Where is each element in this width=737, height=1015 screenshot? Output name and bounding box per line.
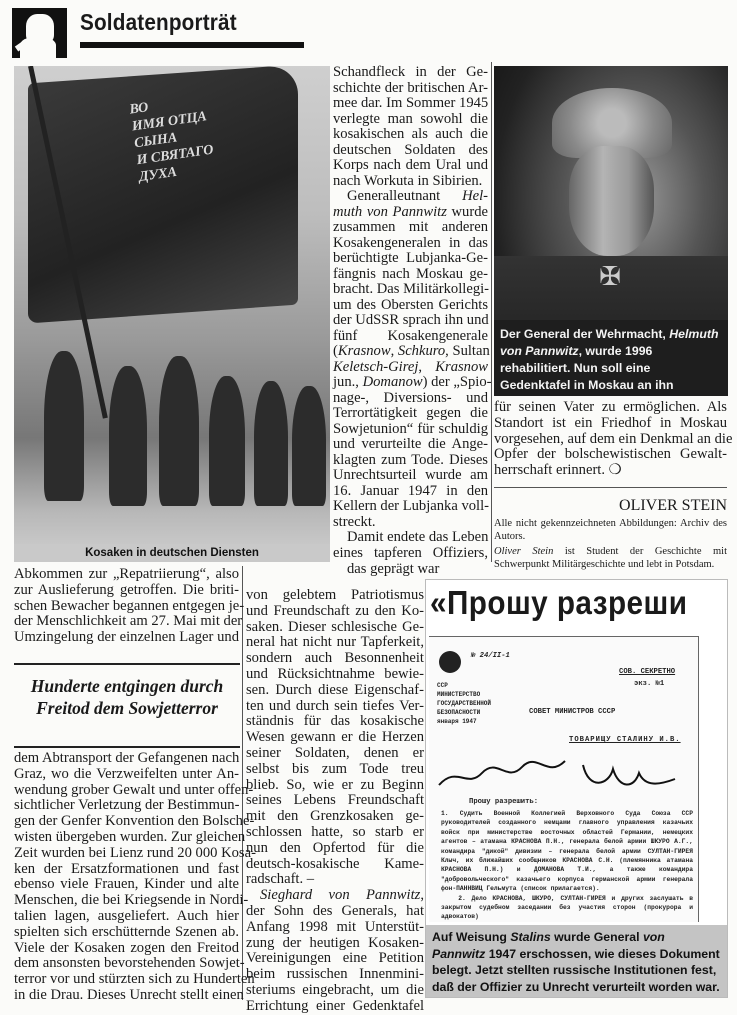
- note: [494, 518, 727, 543]
- text-line: [246, 699, 424, 715]
- text: fängnis nach Moskau ge-: [333, 265, 488, 282]
- text: eines tapferen Offiziers,: [333, 544, 488, 561]
- text-line: [333, 391, 488, 407]
- document-headline: «Прошу разреши: [430, 584, 688, 621]
- text-line: [246, 809, 424, 825]
- text: schichte der britischen Ar-: [333, 79, 488, 96]
- text: und Freundschaft zu den Ko-: [246, 602, 424, 619]
- text-line: [333, 468, 488, 484]
- italic-text: Domanow: [362, 374, 423, 390]
- photo-caption: [494, 320, 728, 396]
- photo-caption: Kosaken in deutschen Diensten: [14, 544, 330, 562]
- text: mit den Grenzkosaken ge-: [246, 808, 424, 825]
- text: ) der „Spio-: [422, 374, 492, 390]
- stamp-number: № 24/II-1: [471, 652, 510, 660]
- text: herrschaft erinnert. ❍: [494, 462, 622, 479]
- text: klagten zum Tode. Dieses: [333, 451, 488, 468]
- text: Zeit wurden bei Lienz rund 20 000 Kosa-: [14, 844, 256, 861]
- text: jun.,: [333, 374, 363, 390]
- text-line: [246, 920, 424, 936]
- text: ständnis für das kosakische: [246, 713, 424, 730]
- text-line: [494, 416, 727, 432]
- text: fünf Kosakengenerale: [333, 327, 488, 344]
- text-line: [333, 65, 488, 81]
- text-line: [246, 588, 424, 604]
- text-line: [246, 857, 424, 873]
- title-underline: [80, 42, 304, 48]
- text-line: [14, 798, 239, 814]
- text: Standort ist ein Friedhof in Moskau: [494, 414, 727, 431]
- text-line: [333, 422, 488, 438]
- text-line: [333, 406, 488, 422]
- text: Terrortätigkeit gegen die: [333, 405, 488, 421]
- text-line: [14, 862, 239, 878]
- text-line: [246, 635, 424, 651]
- italic-text: Schkuro: [397, 343, 446, 359]
- text-line: [246, 778, 424, 794]
- text-line: [333, 251, 488, 267]
- note: [494, 546, 727, 571]
- text-line: [494, 447, 727, 463]
- column-divider: [491, 62, 492, 562]
- text-line: [333, 546, 488, 562]
- text-line: [494, 463, 727, 479]
- text-line: [14, 813, 255, 830]
- text: Errichtung einer Gedenktafel: [246, 997, 424, 1014]
- divider: [14, 663, 240, 665]
- text-line: [333, 205, 488, 221]
- document-body: 1. Судить Военной Коллегией Верховного Суда Союза ССР руководителей созданного немцами главного управления казачьих войск при министерстве восточных областей Германии, немецких агентов – атамана КРАСНОВА П.Н., генерала белой армии ШКУРО А.Г., командира "дикой" дивизии – генерала белой армии СУЛТАН-ГИРЕЯ Клыч, их ближайших сообщников КРАСНОВА С.Н. (племянника атамана КРАСНОВА П.Н.) и ДОМАНОВА Т.И., а также командира "добровольческого" казачьего корпуса германской армии генерала фон-ПАННВИЦ Гельмута (список прилагается). 2. Дело КРАСНОВА, ШКУРО, СУЛТАН-ГИРЕЯ и других заслушать в закрытом судебном заседании без участия сторон (прокурора и адвокатов): [441, 810, 693, 921]
- text: und Rücksichtnahme bewie-: [246, 665, 424, 682]
- text: zung der heutigen Kosaken-: [246, 934, 424, 951]
- article-column-left-lower: [14, 750, 256, 1004]
- text-line: [333, 81, 488, 97]
- text: nage-, Diversions- und: [333, 389, 488, 406]
- text: 1947 erschossen, wie dieses Dokument belegt. Jetzt stellten russische Institutionen fest, daß der Offizier zu Unrecht verurteilt worden war.: [432, 946, 720, 994]
- text-line: [246, 825, 424, 841]
- text-line: [333, 360, 488, 376]
- subheading: Hunderte entgingen durch Freitod dem Sowjetterror: [30, 676, 224, 718]
- text-line: [246, 730, 424, 746]
- text: schlossen hatte, so starb er: [246, 823, 424, 840]
- text: beim russischen Innenmini-: [246, 966, 424, 983]
- author-byline: OLIVER STEIN: [619, 497, 727, 514]
- text-line: [333, 515, 488, 531]
- article-column-middle-lower: [246, 588, 424, 1015]
- text: für seinen Vater zu ermöglichen. Als: [494, 399, 727, 415]
- text: Schandfleck in der Ge-: [333, 64, 488, 80]
- text: ist Student der Geschichte mit Schwerpunkt Militärgeschichte und lebt in Potsdam.: [494, 546, 727, 570]
- article-text-bridge: das geprägt war: [347, 561, 440, 577]
- text-line: [14, 767, 239, 783]
- text: (: [333, 343, 338, 359]
- text-line: [246, 604, 424, 620]
- text-line: [14, 751, 239, 767]
- text: seiner Soldaten, denen er: [246, 744, 424, 761]
- text-line: [333, 530, 488, 546]
- text-line: [246, 651, 424, 667]
- addressee-line: ТОВАРИЩУ СТАЛИНУ И.В.: [569, 736, 681, 744]
- article-column-left-upper: [14, 566, 245, 646]
- text-line: [333, 267, 488, 283]
- text: ,: [420, 887, 424, 904]
- text: blieb. So, wie er zu Beginn: [246, 776, 424, 793]
- text-line: [246, 762, 424, 778]
- text: Sowjetunion“ für schuldig: [333, 420, 488, 437]
- text: Der General der Wehrmacht,: [500, 327, 670, 341]
- text-line: [14, 844, 256, 862]
- text: talien lagen, ausgeliefert. Auch hier: [14, 907, 239, 924]
- text: , wurde 1996 rehabilitiert. Nun soll eine Gedenktafel in Moskau an ihn: [500, 344, 674, 392]
- text: um des Obersten Gerichts: [333, 296, 488, 313]
- text: terror vor und stürzten sich zu Hunderten: [14, 971, 255, 988]
- italic-text: Krasnow: [337, 343, 391, 359]
- italic-text: Stalins: [510, 930, 551, 944]
- text-line: [333, 313, 488, 329]
- text: wurde General: [550, 930, 643, 944]
- author-notes: [494, 518, 727, 571]
- typed-document: [429, 636, 699, 922]
- italic-text: Oliver Stein: [494, 546, 554, 557]
- text-line: [14, 941, 239, 957]
- text: Viele der Kosaken zogen den Freitod: [14, 939, 239, 956]
- text: Kellern der Lubjanka voll-: [333, 498, 490, 514]
- text: deutschen Soldaten des: [333, 141, 488, 158]
- text: wurde: [446, 203, 488, 220]
- text-line: [246, 888, 424, 904]
- text-line: [246, 967, 424, 983]
- text: Alle nicht gekennzeichneten Abbildungen: Archiv des Autors.: [494, 518, 727, 542]
- knights-cross-icon: ✠: [599, 262, 621, 292]
- text: von gelebtem Patriotismus: [246, 587, 424, 603]
- text: nach Workuta in Sibirien.: [333, 172, 483, 189]
- text: berüchtigte Lubjanka-Ge-: [333, 250, 488, 266]
- text-line: [14, 781, 254, 799]
- text-line: [246, 620, 424, 636]
- text: dem ansonsten bevorstehenden Sowjet-: [14, 955, 245, 972]
- text-line: [333, 499, 488, 515]
- text-line: [14, 955, 245, 972]
- italic-text: Keletsch-Girej: [333, 358, 419, 375]
- text: Korps nach dem Ural und: [333, 157, 488, 173]
- text-line: [246, 936, 424, 952]
- text: Generalleutnant: [347, 188, 463, 204]
- text-line: [14, 909, 239, 925]
- text: Opfer der bolschewistischen Gewalt-: [494, 446, 727, 463]
- text-line: [494, 400, 727, 416]
- text: ,: [418, 358, 436, 375]
- text: nun den Opfertod für die: [246, 839, 424, 856]
- text-line: [333, 374, 492, 391]
- text: der UdSSR sprach ihn und: [333, 312, 489, 328]
- text-line: [246, 904, 424, 920]
- text-line: [14, 583, 239, 599]
- request-line: Прошу разрешить:: [469, 798, 539, 806]
- text: ebenso viele Frauen, Kinder und alte: [14, 876, 239, 893]
- text: kosakischen als auch die: [333, 126, 488, 142]
- text-line: [246, 714, 424, 730]
- text: Unrechtsurteil wurde am: [333, 467, 488, 483]
- text: in die Drau. Dieses Unrecht stellt einen: [14, 986, 244, 1003]
- text: schen Bewacher begannen entgegen je-: [14, 597, 245, 614]
- photo-cossacks-flag: [14, 66, 330, 562]
- text: Abkommen zur „Repatriierung“, also: [14, 566, 239, 582]
- text-line: [14, 828, 246, 846]
- text: , Sultan: [445, 343, 490, 359]
- text-line: [246, 983, 424, 999]
- italic-text: muth von Pannwitz: [333, 203, 447, 220]
- text-line: [333, 96, 488, 112]
- text: ,: [390, 343, 398, 359]
- text-line: [333, 112, 488, 128]
- text: steriums eingebracht, um die: [246, 981, 424, 998]
- text: zur Auslieferung getroffen. Die briti-: [14, 581, 239, 598]
- text: vorgesehen, auf dem ein Denkmal an die: [494, 430, 733, 447]
- text: sondern auch Besonnenheit: [246, 650, 424, 667]
- text-line: [246, 951, 424, 967]
- text: neral hat nicht nur Tapferkeit,: [246, 634, 424, 651]
- text: Graz, wo die Verzweifelten unter An-: [14, 765, 239, 782]
- text-line: [246, 746, 424, 762]
- text-line: [246, 872, 424, 888]
- text: saken. Dieser schlesische Ge-: [246, 618, 424, 635]
- text-line: [494, 430, 733, 448]
- text: verlegte man sowohl die: [333, 110, 488, 127]
- text-line: [333, 127, 488, 143]
- text: bracht. Das Militärkollegi-: [333, 281, 490, 297]
- text-line: [246, 999, 424, 1015]
- photo-general-portrait: [494, 66, 728, 396]
- text: mee dar. Im Sommer 1945: [333, 95, 489, 111]
- text: und verurteilte die Ange-: [333, 436, 488, 452]
- text: zusammen mit anderen: [333, 219, 488, 235]
- text: wisten übergeben wurden. Zur gleichen: [14, 828, 246, 845]
- text: der Menschlichkeit am 27. Mai mit der: [14, 613, 243, 630]
- text: seines Lebens Freundschaft: [246, 792, 424, 809]
- text-line: [14, 877, 239, 893]
- signature-icon: [579, 755, 679, 793]
- text-line: [333, 174, 488, 190]
- text: Vereinigungen eine Petition: [246, 950, 424, 967]
- document-caption: [426, 925, 727, 997]
- text-line: [333, 344, 488, 360]
- text-line: [14, 613, 243, 630]
- text: deutsch-kosakische Kame-: [246, 855, 424, 872]
- text: Umzingelung der einzelnen Lager und: [14, 629, 239, 646]
- text: Anfang 1998 mit Unterstüt-: [246, 918, 424, 935]
- article-column-right: [494, 399, 733, 479]
- italic-text: Sieghard von Pannwitz: [260, 887, 421, 904]
- italic-text: Krasnow: [435, 358, 488, 375]
- text-line: [246, 841, 424, 857]
- text: dem Abtransport der Gefangenen nach: [14, 750, 240, 766]
- text: Kosakengeneralen in das: [333, 234, 488, 251]
- text-line: [14, 986, 244, 1004]
- text: der Sohn des Generals, hat: [246, 902, 424, 919]
- text-line: [246, 793, 424, 809]
- divider: [14, 746, 240, 748]
- text-line: [333, 282, 488, 298]
- text-line: [14, 630, 239, 646]
- text: streckt.: [333, 513, 376, 530]
- italic-text: Helmuth von Pannwitz: [500, 327, 719, 358]
- seal-icon: [439, 651, 461, 673]
- sender-block: ССР МИНИСТЕРСТВО ГОСУДАРСТВЕННОЙ БЕЗОПАСНОСТИ января 1947: [437, 682, 492, 725]
- text-line: [14, 925, 239, 941]
- text-line: [333, 453, 488, 469]
- text-line: [246, 667, 424, 683]
- text-line: [333, 220, 488, 236]
- text-line: [14, 892, 249, 909]
- italic-text: von Pannwitz: [432, 930, 665, 961]
- flag-text: ВО ИМЯ ОТЦА СЫНА И СВЯТАГО ДУХА: [128, 100, 215, 185]
- text: sen. Durch diese Eigenschaf-: [246, 681, 424, 698]
- document-facsimile: [425, 579, 728, 998]
- section-logo-icon: [12, 8, 67, 58]
- text: radschaft. –: [246, 871, 315, 888]
- text-line: [14, 597, 245, 615]
- text: gen der Genfer Konvention den Bolsche-: [14, 813, 255, 830]
- council-line: СОВЕТ МИНИСТРОВ СССР: [529, 708, 616, 716]
- text: sichtlicher Verletzung der Bestimmun-: [14, 797, 240, 814]
- text: Menschen, die bei Kriegsende in Nordi-: [14, 892, 249, 909]
- text: Wesen gewann er die Herzen: [246, 729, 424, 746]
- text: ten und durch sein tiefes Ver-: [246, 697, 424, 714]
- text: 16. Januar 1947 in den: [333, 482, 488, 499]
- text-line: [333, 484, 488, 500]
- text-line: [333, 236, 488, 252]
- text-line: [333, 158, 488, 174]
- text-line: [333, 143, 488, 159]
- text-line: [14, 971, 255, 988]
- text: Auf Weisung: [432, 930, 511, 944]
- text: spielten sich erschütternde Szenen ab.: [14, 923, 239, 940]
- italic-text: Hel-: [462, 188, 488, 204]
- text-line: [246, 683, 424, 699]
- text: selbst bis zum Tode treu: [246, 760, 424, 777]
- copy-number: экз. №1: [634, 680, 665, 688]
- secrecy-mark: СОВ. СЕКРЕТНО: [619, 668, 676, 676]
- text-line: [333, 189, 488, 205]
- text-line: [333, 437, 488, 453]
- text-line: [333, 329, 488, 345]
- article-column-middle-upper: [333, 64, 492, 561]
- section-title: Soldatenporträt: [80, 9, 237, 35]
- text-line: [333, 298, 488, 314]
- text: ken der Ersatzformationen und fast: [14, 860, 239, 877]
- signature-icon: [437, 755, 567, 793]
- text-line: [14, 567, 239, 583]
- text: Damit endete das Leben: [347, 529, 489, 545]
- text: wendung grober Gewalt und unter offen-: [14, 781, 254, 798]
